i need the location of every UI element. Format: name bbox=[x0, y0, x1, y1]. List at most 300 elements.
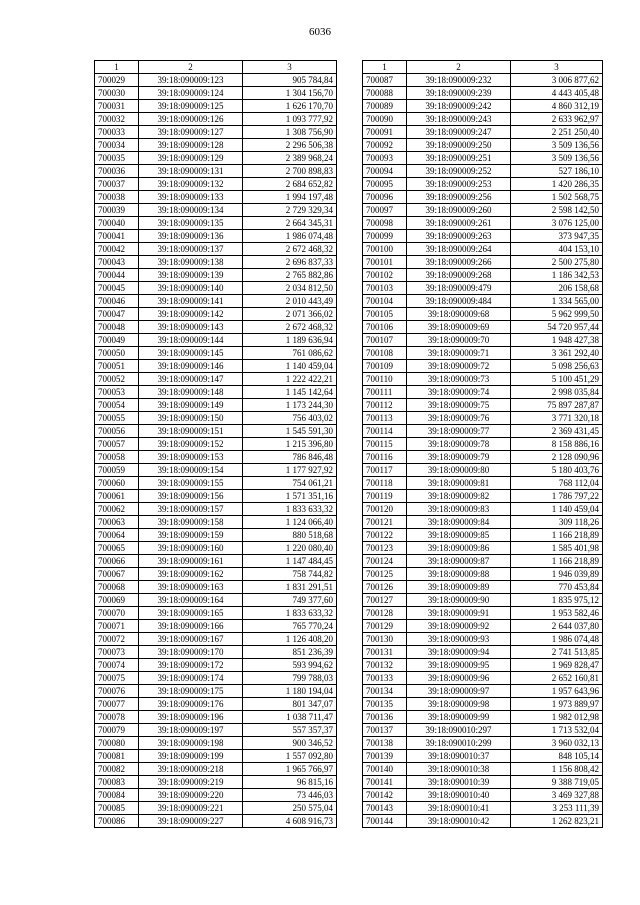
value-cell: 801 347,07 bbox=[243, 698, 337, 711]
table-row bbox=[95, 256, 337, 269]
cadastral-number-cell: 39:18:090009:174 bbox=[139, 672, 243, 685]
row-number-cell: 700133 bbox=[363, 672, 407, 685]
table-row bbox=[95, 789, 337, 802]
row-number-cell: 700089 bbox=[363, 100, 407, 113]
row-number-cell: 700088 bbox=[363, 87, 407, 100]
table-row bbox=[95, 139, 337, 152]
row-number-cell: 700132 bbox=[363, 659, 407, 672]
row-number-cell: 700120 bbox=[363, 503, 407, 516]
cadastral-number-cell: 39:18:090009:162 bbox=[139, 568, 243, 581]
table-row bbox=[95, 542, 337, 555]
cadastral-number-cell: 39:18:090009:94 bbox=[407, 646, 511, 659]
table-row bbox=[95, 425, 337, 438]
table-row bbox=[363, 490, 603, 503]
table-row bbox=[95, 360, 337, 373]
cadastral-number-cell: 39:18:090009:83 bbox=[407, 503, 511, 516]
table-row bbox=[95, 555, 337, 568]
row-number-cell: 700069 bbox=[95, 594, 139, 607]
table-row bbox=[363, 204, 603, 217]
row-number-cell: 700054 bbox=[95, 399, 139, 412]
value-cell: 3 509 136,56 bbox=[511, 139, 603, 152]
row-number-cell: 700055 bbox=[95, 412, 139, 425]
cadastral-number-cell: 39:18:090009:151 bbox=[139, 425, 243, 438]
row-number-cell: 700048 bbox=[95, 321, 139, 334]
cadastral-number-cell: 39:18:090009:484 bbox=[407, 295, 511, 308]
value-cell: 96 815,16 bbox=[243, 776, 337, 789]
value-cell: 1 986 074,48 bbox=[511, 633, 603, 646]
table-row bbox=[95, 711, 337, 724]
value-cell: 2 633 962,97 bbox=[511, 113, 603, 126]
table-row bbox=[363, 165, 603, 178]
cadastral-number-cell: 39:18:090009:71 bbox=[407, 347, 511, 360]
cadastral-number-cell: 39:18:090009:136 bbox=[139, 230, 243, 243]
cadastral-number-cell: 39:18:090009:261 bbox=[407, 217, 511, 230]
row-number-cell: 700043 bbox=[95, 256, 139, 269]
cadastral-number-cell: 39:18:090009:88 bbox=[407, 568, 511, 581]
table-row bbox=[95, 451, 337, 464]
value-cell: 1 147 484,45 bbox=[243, 555, 337, 568]
row-number-cell: 700131 bbox=[363, 646, 407, 659]
table-row bbox=[95, 165, 337, 178]
table-row bbox=[95, 230, 337, 243]
value-cell: 2 652 160,81 bbox=[511, 672, 603, 685]
value-cell: 404 153,10 bbox=[511, 243, 603, 256]
table-row bbox=[95, 87, 337, 100]
row-number-cell: 700123 bbox=[363, 542, 407, 555]
row-number-cell: 700116 bbox=[363, 451, 407, 464]
cadastral-number-cell: 39:18:090009:263 bbox=[407, 230, 511, 243]
cadastral-number-cell: 39:18:090009:80 bbox=[407, 464, 511, 477]
value-cell: 2 251 250,40 bbox=[511, 126, 603, 139]
value-cell: 1 126 408,20 bbox=[243, 633, 337, 646]
row-number-cell: 700049 bbox=[95, 334, 139, 347]
table-row bbox=[95, 698, 337, 711]
table-row bbox=[363, 516, 603, 529]
row-number-cell: 700047 bbox=[95, 308, 139, 321]
cadastral-number-cell: 39:18:090009:124 bbox=[139, 87, 243, 100]
page-number: 6036 bbox=[309, 26, 331, 38]
cadastral-number-cell: 39:18:090009:77 bbox=[407, 425, 511, 438]
header-cell: 2 bbox=[139, 61, 243, 74]
cadastral-number-cell: 39:18:090009:167 bbox=[139, 633, 243, 646]
table-row bbox=[95, 386, 337, 399]
row-number-cell: 700034 bbox=[95, 139, 139, 152]
row-number-cell: 700143 bbox=[363, 802, 407, 815]
value-cell: 2 296 506,38 bbox=[243, 139, 337, 152]
table-row bbox=[95, 581, 337, 594]
table-row bbox=[95, 750, 337, 763]
value-cell: 1 585 401,98 bbox=[511, 542, 603, 555]
row-number-cell: 700107 bbox=[363, 334, 407, 347]
value-cell: 1 948 427,38 bbox=[511, 334, 603, 347]
row-number-cell: 700108 bbox=[363, 347, 407, 360]
table-row bbox=[95, 633, 337, 646]
table-row bbox=[95, 295, 337, 308]
row-number-cell: 700136 bbox=[363, 711, 407, 724]
value-cell: 1 835 975,12 bbox=[511, 594, 603, 607]
cadastral-number-cell: 39:18:090010:40 bbox=[407, 789, 511, 802]
table-row bbox=[95, 308, 337, 321]
value-cell: 1 177 927,92 bbox=[243, 464, 337, 477]
cadastral-number-cell: 39:18:090009:68 bbox=[407, 308, 511, 321]
cadastral-number-cell: 39:18:090009:78 bbox=[407, 438, 511, 451]
row-number-cell: 700037 bbox=[95, 178, 139, 191]
row-number-cell: 700100 bbox=[363, 243, 407, 256]
row-number-cell: 700112 bbox=[363, 399, 407, 412]
value-cell: 2 998 035,84 bbox=[511, 386, 603, 399]
row-number-cell: 700078 bbox=[95, 711, 139, 724]
value-cell: 3 076 125,00 bbox=[511, 217, 603, 230]
value-cell: 1 166 218,89 bbox=[511, 555, 603, 568]
row-number-cell: 700137 bbox=[363, 724, 407, 737]
table-row bbox=[363, 711, 603, 724]
cadastral-number-cell: 39:18:090010:37 bbox=[407, 750, 511, 763]
row-number-cell: 700101 bbox=[363, 256, 407, 269]
row-number-cell: 700058 bbox=[95, 451, 139, 464]
cadastral-number-cell: 39:18:090009:97 bbox=[407, 685, 511, 698]
row-number-cell: 700070 bbox=[95, 607, 139, 620]
value-cell: 1 220 080,40 bbox=[243, 542, 337, 555]
row-number-cell: 700036 bbox=[95, 165, 139, 178]
value-cell: 3 469 327,88 bbox=[511, 789, 603, 802]
cadastral-number-cell: 39:18:090009:99 bbox=[407, 711, 511, 724]
row-number-cell: 700099 bbox=[363, 230, 407, 243]
table-row bbox=[363, 698, 603, 711]
value-cell: 5 100 451,29 bbox=[511, 373, 603, 386]
value-cell: 851 236,39 bbox=[243, 646, 337, 659]
header-cell: 3 bbox=[243, 61, 337, 74]
value-cell: 1 713 532,04 bbox=[511, 724, 603, 737]
table-row bbox=[95, 269, 337, 282]
cadastral-number-cell: 39:18:090009:91 bbox=[407, 607, 511, 620]
table-row bbox=[95, 464, 337, 477]
value-cell: 770 453,84 bbox=[511, 581, 603, 594]
table-row bbox=[95, 152, 337, 165]
value-cell: 1 545 591,30 bbox=[243, 425, 337, 438]
value-cell: 3 361 292,40 bbox=[511, 347, 603, 360]
table-row bbox=[95, 594, 337, 607]
row-number-cell: 700091 bbox=[363, 126, 407, 139]
value-cell: 900 346,52 bbox=[243, 737, 337, 750]
row-number-cell: 700140 bbox=[363, 763, 407, 776]
row-number-cell: 700067 bbox=[95, 568, 139, 581]
table-row bbox=[363, 178, 603, 191]
table-row bbox=[95, 490, 337, 503]
value-cell: 3 006 877,62 bbox=[511, 74, 603, 87]
cadastral-number-cell: 39:18:090009:74 bbox=[407, 386, 511, 399]
value-cell: 8 158 886,16 bbox=[511, 438, 603, 451]
value-cell: 54 720 957,44 bbox=[511, 321, 603, 334]
value-cell: 1 953 582,46 bbox=[511, 607, 603, 620]
value-cell: 786 846,48 bbox=[243, 451, 337, 464]
row-number-cell: 700134 bbox=[363, 685, 407, 698]
row-number-cell: 700080 bbox=[95, 737, 139, 750]
cadastral-number-cell: 39:18:090009:152 bbox=[139, 438, 243, 451]
cadastral-number-cell: 39:18:090009:243 bbox=[407, 113, 511, 126]
row-number-cell: 700102 bbox=[363, 269, 407, 282]
table-row bbox=[363, 750, 603, 763]
cadastral-number-cell: 39:18:090009:172 bbox=[139, 659, 243, 672]
value-cell: 5 962 999,50 bbox=[511, 308, 603, 321]
cadastral-number-cell: 39:18:090010:38 bbox=[407, 763, 511, 776]
table-row bbox=[363, 217, 603, 230]
value-cell: 1 189 636,94 bbox=[243, 334, 337, 347]
value-cell: 1 986 074,48 bbox=[243, 230, 337, 243]
value-cell: 1 140 459,04 bbox=[511, 503, 603, 516]
row-number-cell: 700076 bbox=[95, 685, 139, 698]
table-row bbox=[363, 464, 603, 477]
value-cell: 1 334 565,00 bbox=[511, 295, 603, 308]
row-number-cell: 700063 bbox=[95, 516, 139, 529]
table-row bbox=[363, 568, 603, 581]
row-number-cell: 700033 bbox=[95, 126, 139, 139]
cadastral-number-cell: 39:18:090009:148 bbox=[139, 386, 243, 399]
header-cell: 2 bbox=[407, 61, 511, 74]
row-number-cell: 700039 bbox=[95, 204, 139, 217]
row-number-cell: 700059 bbox=[95, 464, 139, 477]
row-number-cell: 700064 bbox=[95, 529, 139, 542]
table-row bbox=[95, 282, 337, 295]
row-number-cell: 700095 bbox=[363, 178, 407, 191]
row-number-cell: 700083 bbox=[95, 776, 139, 789]
cadastral-number-cell: 39:18:090009:138 bbox=[139, 256, 243, 269]
table-row bbox=[363, 685, 603, 698]
value-cell: 2 700 898,83 bbox=[243, 165, 337, 178]
cadastral-number-cell: 39:18:090009:92 bbox=[407, 620, 511, 633]
table-row bbox=[95, 802, 337, 815]
cadastral-number-cell: 39:18:090009:221 bbox=[139, 802, 243, 815]
value-cell: 1 308 756,90 bbox=[243, 126, 337, 139]
table-row bbox=[363, 503, 603, 516]
cadastral-number-cell: 39:18:090009:252 bbox=[407, 165, 511, 178]
row-number-cell: 700087 bbox=[363, 74, 407, 87]
cadastral-table-left bbox=[94, 60, 337, 828]
value-cell: 1 124 066,40 bbox=[243, 516, 337, 529]
cadastral-number-cell: 39:18:090009:86 bbox=[407, 542, 511, 555]
table-row bbox=[363, 672, 603, 685]
cadastral-number-cell: 39:18:090009:89 bbox=[407, 581, 511, 594]
cadastral-number-cell: 39:18:090009:142 bbox=[139, 308, 243, 321]
table-row bbox=[95, 659, 337, 672]
row-number-cell: 700106 bbox=[363, 321, 407, 334]
value-cell: 1 969 828,47 bbox=[511, 659, 603, 672]
table-row bbox=[363, 412, 603, 425]
cadastral-number-cell: 39:18:090009:127 bbox=[139, 126, 243, 139]
cadastral-table-right bbox=[362, 60, 603, 828]
value-cell: 1 186 342,53 bbox=[511, 269, 603, 282]
table-row bbox=[95, 529, 337, 542]
value-cell: 2 010 443,49 bbox=[243, 295, 337, 308]
row-number-cell: 700122 bbox=[363, 529, 407, 542]
cadastral-number-cell: 39:18:090010:39 bbox=[407, 776, 511, 789]
row-number-cell: 700130 bbox=[363, 633, 407, 646]
table-row bbox=[363, 776, 603, 789]
row-number-cell: 700046 bbox=[95, 295, 139, 308]
cadastral-number-cell: 39:18:090009:146 bbox=[139, 360, 243, 373]
table-row bbox=[95, 399, 337, 412]
value-cell: 2 664 345,31 bbox=[243, 217, 337, 230]
value-cell: 2 672 468,32 bbox=[243, 321, 337, 334]
cadastral-number-cell: 39:18:090009:90 bbox=[407, 594, 511, 607]
cadastral-number-cell: 39:18:090009:170 bbox=[139, 646, 243, 659]
table-row bbox=[363, 100, 603, 113]
table-row bbox=[363, 256, 603, 269]
cadastral-number-cell: 39:18:090009:250 bbox=[407, 139, 511, 152]
row-number-cell: 700111 bbox=[363, 386, 407, 399]
row-number-cell: 700138 bbox=[363, 737, 407, 750]
cadastral-number-cell: 39:18:090009:132 bbox=[139, 178, 243, 191]
value-cell: 880 518,68 bbox=[243, 529, 337, 542]
cadastral-number-cell: 39:18:090009:85 bbox=[407, 529, 511, 542]
row-number-cell: 700050 bbox=[95, 347, 139, 360]
row-number-cell: 700135 bbox=[363, 698, 407, 711]
value-cell: 1 502 568,75 bbox=[511, 191, 603, 204]
cadastral-number-cell: 39:18:090009:95 bbox=[407, 659, 511, 672]
table-row bbox=[363, 347, 603, 360]
row-number-cell: 700084 bbox=[95, 789, 139, 802]
value-cell: 3 771 320,18 bbox=[511, 412, 603, 425]
row-number-cell: 700118 bbox=[363, 477, 407, 490]
cadastral-number-cell: 39:18:090009:79 bbox=[407, 451, 511, 464]
row-number-cell: 700128 bbox=[363, 607, 407, 620]
row-number-cell: 700071 bbox=[95, 620, 139, 633]
cadastral-number-cell: 39:18:090009:218 bbox=[139, 763, 243, 776]
row-number-cell: 700051 bbox=[95, 360, 139, 373]
table-row bbox=[95, 646, 337, 659]
cadastral-number-cell: 39:18:090009:165 bbox=[139, 607, 243, 620]
table-row bbox=[95, 347, 337, 360]
cadastral-number-cell: 39:18:090009:125 bbox=[139, 100, 243, 113]
row-number-cell: 700056 bbox=[95, 425, 139, 438]
row-number-cell: 700086 bbox=[95, 815, 139, 828]
cadastral-number-cell: 39:18:090009:156 bbox=[139, 490, 243, 503]
row-number-cell: 700077 bbox=[95, 698, 139, 711]
table-row bbox=[95, 100, 337, 113]
value-cell: 765 770,24 bbox=[243, 620, 337, 633]
value-cell: 3 960 032,13 bbox=[511, 737, 603, 750]
value-cell: 848 105,14 bbox=[511, 750, 603, 763]
value-cell: 1 173 244,30 bbox=[243, 399, 337, 412]
header-cell: 1 bbox=[95, 61, 139, 74]
value-cell: 1 957 643,96 bbox=[511, 685, 603, 698]
table-row bbox=[95, 217, 337, 230]
row-number-cell: 700113 bbox=[363, 412, 407, 425]
table-header-row bbox=[95, 61, 337, 74]
cadastral-number-cell: 39:18:090009:266 bbox=[407, 256, 511, 269]
value-cell: 3 509 136,56 bbox=[511, 152, 603, 165]
row-number-cell: 700066 bbox=[95, 555, 139, 568]
value-cell: 1 973 889,97 bbox=[511, 698, 603, 711]
row-number-cell: 700045 bbox=[95, 282, 139, 295]
row-number-cell: 700062 bbox=[95, 503, 139, 516]
table-row bbox=[95, 178, 337, 191]
value-cell: 2 696 837,33 bbox=[243, 256, 337, 269]
row-number-cell: 700105 bbox=[363, 308, 407, 321]
table-row bbox=[363, 594, 603, 607]
cadastral-number-cell: 39:18:090009:197 bbox=[139, 724, 243, 737]
table-row bbox=[95, 672, 337, 685]
value-cell: 756 403,02 bbox=[243, 412, 337, 425]
row-number-cell: 700030 bbox=[95, 87, 139, 100]
table-row bbox=[95, 607, 337, 620]
table-row bbox=[363, 152, 603, 165]
cadastral-number-cell: 39:18:090010:41 bbox=[407, 802, 511, 815]
row-number-cell: 700057 bbox=[95, 438, 139, 451]
table-row bbox=[363, 607, 603, 620]
value-cell: 1 420 286,35 bbox=[511, 178, 603, 191]
row-number-cell: 700104 bbox=[363, 295, 407, 308]
row-number-cell: 700029 bbox=[95, 74, 139, 87]
cadastral-number-cell: 39:18:090009:260 bbox=[407, 204, 511, 217]
table-row bbox=[363, 438, 603, 451]
cadastral-number-cell: 39:18:090009:135 bbox=[139, 217, 243, 230]
table-row bbox=[95, 438, 337, 451]
table-row bbox=[363, 633, 603, 646]
table-row bbox=[363, 555, 603, 568]
value-cell: 749 377,60 bbox=[243, 594, 337, 607]
cadastral-number-cell: 39:18:090009:143 bbox=[139, 321, 243, 334]
cadastral-number-cell: 39:18:090009:129 bbox=[139, 152, 243, 165]
table-row bbox=[363, 321, 603, 334]
cadastral-number-cell: 39:18:090009:81 bbox=[407, 477, 511, 490]
value-cell: 206 158,68 bbox=[511, 282, 603, 295]
value-cell: 1 831 291,51 bbox=[243, 581, 337, 594]
table-row bbox=[95, 568, 337, 581]
table-row bbox=[95, 737, 337, 750]
table-row bbox=[95, 191, 337, 204]
value-cell: 1 557 092,80 bbox=[243, 750, 337, 763]
value-cell: 9 388 719,05 bbox=[511, 776, 603, 789]
cadastral-number-cell: 39:18:090009:134 bbox=[139, 204, 243, 217]
row-number-cell: 700097 bbox=[363, 204, 407, 217]
cadastral-number-cell: 39:18:090009:72 bbox=[407, 360, 511, 373]
cadastral-number-cell: 39:18:090009:264 bbox=[407, 243, 511, 256]
row-number-cell: 700110 bbox=[363, 373, 407, 386]
row-number-cell: 700035 bbox=[95, 152, 139, 165]
value-cell: 373 947,35 bbox=[511, 230, 603, 243]
cadastral-number-cell: 39:18:090009:98 bbox=[407, 698, 511, 711]
cadastral-number-cell: 39:18:090009:139 bbox=[139, 269, 243, 282]
cadastral-number-cell: 39:18:090009:166 bbox=[139, 620, 243, 633]
table-row bbox=[95, 685, 337, 698]
value-cell: 5 180 403,76 bbox=[511, 464, 603, 477]
value-cell: 1 994 197,48 bbox=[243, 191, 337, 204]
table-row bbox=[363, 425, 603, 438]
value-cell: 768 112,04 bbox=[511, 477, 603, 490]
cadastral-number-cell: 39:18:090009:160 bbox=[139, 542, 243, 555]
value-cell: 799 788,03 bbox=[243, 672, 337, 685]
row-number-cell: 700038 bbox=[95, 191, 139, 204]
row-number-cell: 700044 bbox=[95, 269, 139, 282]
cadastral-number-cell: 39:18:090010:299 bbox=[407, 737, 511, 750]
cadastral-number-cell: 39:18:090009:96 bbox=[407, 672, 511, 685]
value-cell: 2 741 513,85 bbox=[511, 646, 603, 659]
cadastral-number-cell: 39:18:090009:70 bbox=[407, 334, 511, 347]
table-row bbox=[363, 87, 603, 100]
table-row bbox=[363, 477, 603, 490]
cadastral-number-cell: 39:18:090009:137 bbox=[139, 243, 243, 256]
cadastral-number-cell: 39:18:090009:147 bbox=[139, 373, 243, 386]
row-number-cell: 700065 bbox=[95, 542, 139, 555]
table-row bbox=[363, 399, 603, 412]
table-row bbox=[95, 412, 337, 425]
row-number-cell: 700075 bbox=[95, 672, 139, 685]
value-cell: 761 086,62 bbox=[243, 347, 337, 360]
row-number-cell: 700141 bbox=[363, 776, 407, 789]
row-number-cell: 700085 bbox=[95, 802, 139, 815]
cadastral-number-cell: 39:18:090009:227 bbox=[139, 815, 243, 828]
value-cell: 2 128 090,96 bbox=[511, 451, 603, 464]
